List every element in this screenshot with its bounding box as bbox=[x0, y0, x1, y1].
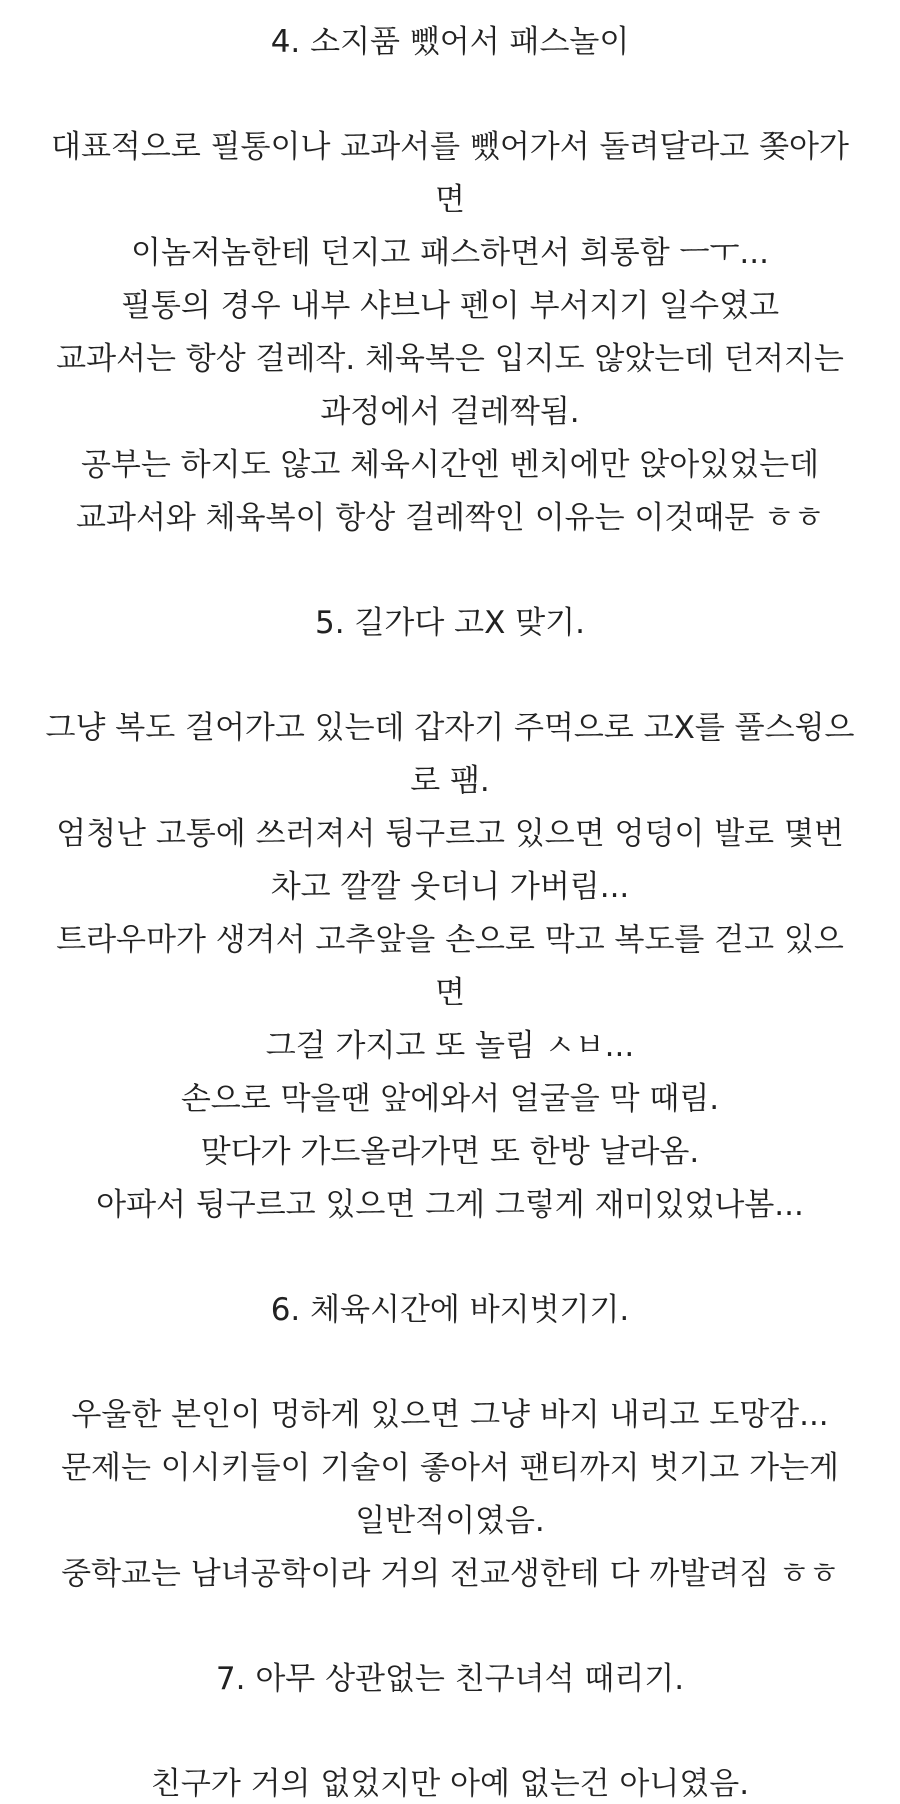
section-heading-5: 5. 길가다 고X 맞기. bbox=[315, 605, 585, 641]
section-heading-6: 6. 체육시간에 바지벗기기. bbox=[270, 1292, 630, 1328]
section-heading-4: 4. 소지품 뺐어서 패스놀이 bbox=[270, 24, 630, 60]
text-line: 문제는 이시키들이 기술이 좋아서 팬티까지 벗기고 가는게 bbox=[61, 1450, 839, 1486]
text-line: 엄청난 고통에 쓰러져서 뒹구르고 있으면 엉덩이 발로 몇번 bbox=[56, 816, 844, 852]
text-line: 아파서 뒹구르고 있으면 그게 그렇게 재미있었나봄... bbox=[96, 1187, 804, 1223]
text-line: 과정에서 걸레짝됨. bbox=[320, 394, 580, 430]
section-heading-7: 7. 아무 상관없는 친구녀석 때리기. bbox=[215, 1661, 685, 1697]
text-line: 로 팸. bbox=[410, 763, 490, 799]
text-line: 교과서와 체육복이 항상 걸레짝인 이유는 이것때문 ㅎㅎ bbox=[76, 500, 824, 536]
text-line: 이놈저놈한테 던지고 패스하면서 희롱함 ㅡㅜ... bbox=[131, 235, 769, 271]
text-line: 우울한 본인이 멍하게 있으면 그냥 바지 내리고 도망감... bbox=[71, 1397, 829, 1433]
text-line: 차고 깔깔 웃더니 가버림... bbox=[270, 869, 630, 905]
text-line: 그걸 가지고 또 놀림 ㅅㅂ... bbox=[265, 1028, 635, 1064]
text-line: 중학교는 남녀공학이라 거의 전교생한테 다 까발려짐 ㅎㅎ bbox=[61, 1556, 839, 1592]
text-line: 손으로 막을땐 앞에와서 얼굴을 막 때림. bbox=[180, 1081, 720, 1117]
text-line: 면 bbox=[435, 182, 465, 218]
text-line: 대표적으로 필통이나 교과서를 뺐어가서 돌려달라고 쫒아가 bbox=[51, 129, 849, 165]
text-line: 맞다가 가드올라가면 또 한방 날라옴. bbox=[200, 1134, 700, 1170]
text-line: 교과서는 항상 걸레작. 체육복은 입지도 않았는데 던저지는 bbox=[56, 341, 844, 377]
text-line: 공부는 하지도 않고 체육시간엔 벤치에만 앉아있었는데 bbox=[80, 447, 820, 483]
text-line: 필통의 경우 내부 샤브나 펜이 부서지기 일수였고 bbox=[120, 288, 780, 324]
text-line: 친구가 거의 없었지만 아예 없는건 아니였음. bbox=[150, 1766, 750, 1802]
text-line: 트라우마가 생겨서 고추앞을 손으로 막고 복도를 걷고 있으 bbox=[56, 922, 844, 958]
text-line: 면 bbox=[435, 975, 465, 1011]
text-line: 일반적이였음. bbox=[355, 1503, 545, 1539]
text-line: 그냥 복도 걸어가고 있는데 갑자기 주먹으로 고X를 풀스윙으 bbox=[45, 710, 855, 746]
